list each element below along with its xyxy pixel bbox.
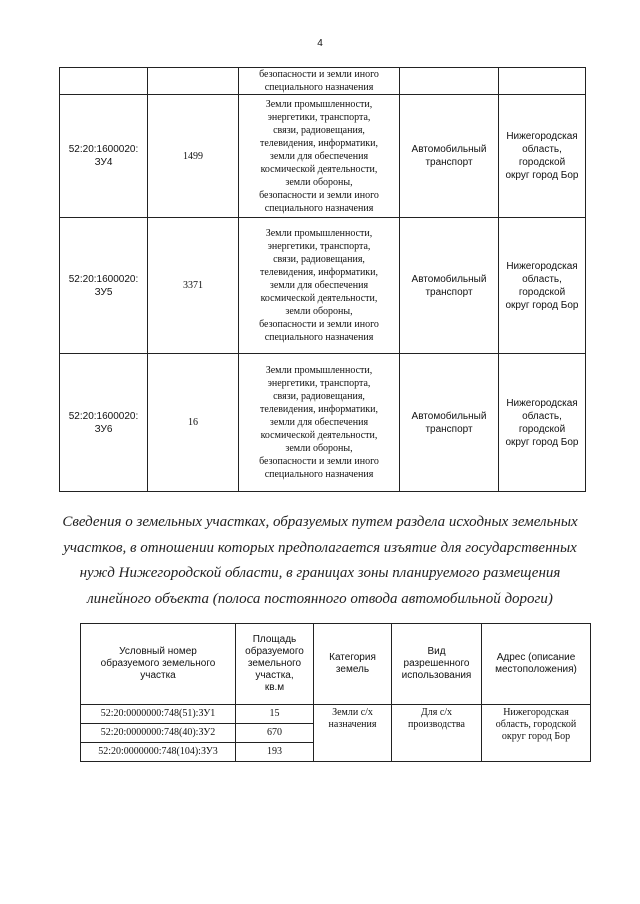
area-cell: 3371 (148, 218, 239, 354)
permitted-use-cell: Автомобильный транспорт (400, 354, 499, 492)
address-cell: Нижегородская область, городской округ город Бор (499, 218, 586, 354)
header-plot-area: Площадь образуемого земельного участка, кв.м (236, 624, 314, 705)
area-cell (148, 68, 239, 95)
table-row (81, 705, 591, 724)
address-cell: Нижегородская область, городской округ город Бор (482, 705, 591, 762)
permitted-use-cell: Для с/х производства (392, 705, 482, 762)
table-row (60, 68, 586, 95)
table-row (60, 218, 586, 354)
header-address: Адрес (описание местоположения) (482, 624, 591, 705)
address-cell (499, 68, 586, 95)
area-cell: 1499 (148, 95, 239, 218)
table-row (60, 354, 586, 492)
section-heading (40, 510, 600, 612)
cadastral-number-cell: 52:20:1600020: ЗУ5 (60, 218, 148, 354)
permitted-use-cell: Автомобильный транспорт (400, 218, 499, 354)
section-heading-line: участков, в отношении которых предполагается изъятие для государственных (63, 539, 577, 556)
plot-area-cell: 193 (236, 743, 314, 762)
area-cell: 16 (148, 354, 239, 492)
table-header-row (81, 624, 591, 705)
permitted-use-cell: Автомобильный транспорт (400, 95, 499, 218)
cadastral-number-cell: 52:20:1600020: ЗУ6 (60, 354, 148, 492)
land-category-cell: безопасности и земли иного специального назначения (239, 68, 400, 95)
land-category-cell: Земли промышленности, энергетики, транспорта, связи, радиовещания, телевидения, информатики, земли для обеспечения космической деятельности, земли обороны, безопасности и земли иного специального назначения (239, 218, 400, 354)
land-category-cell: Земли промышленности, энергетики, транспорта, связи, радиовещания, телевидения, информатики, земли для обеспечения космической деятельности, земли обороны, безопасности и земли иного специального назначения (239, 95, 400, 218)
address-cell: Нижегородская область, городской округ город Бор (499, 95, 586, 218)
cadastral-number-cell: 52:20:1600020: ЗУ4 (60, 95, 148, 218)
section-heading-line: Сведения о земельных участках, образуемых путем раздела исходных земельных (62, 514, 578, 530)
plot-number-cell: 52:20:0000000:748(51):ЗУ1 (81, 705, 236, 724)
address-cell: Нижегородская область, городской округ город Бор (499, 354, 586, 492)
land-plots-table-continued (59, 67, 586, 492)
plot-area-cell: 670 (236, 724, 314, 743)
plot-number-cell: 52:20:0000000:748(104):ЗУ3 (81, 743, 236, 762)
cadastral-number-cell (60, 68, 148, 95)
plot-number-cell: 52:20:0000000:748(40):ЗУ2 (81, 724, 236, 743)
page-number: 4 (317, 38, 323, 49)
header-plot-number: Условный номер образуемого земельного участка (81, 624, 236, 705)
plot-area-cell: 15 (236, 705, 314, 724)
permitted-use-cell (400, 68, 499, 95)
section-heading-line: нужд Нижегородской области, в границах зоны планируемого размещения (79, 565, 561, 581)
table-row (60, 95, 586, 218)
header-land-category: Категория земель (314, 624, 392, 705)
header-permitted-use: Вид разрешенного использования (392, 624, 482, 705)
formed-plots-table (80, 623, 591, 762)
land-category-cell: Земли промышленности, энергетики, транспорта, связи, радиовещания, телевидения, информатики, земли для обеспечения космической деятельности, земли обороны, безопасности и земли иного специального назначения (239, 354, 400, 492)
section-heading-line: линейного объекта (полоса постоянного отвода автомобильной дороги) (87, 590, 553, 607)
land-category-cell: Земли с/х назначения (314, 705, 392, 762)
